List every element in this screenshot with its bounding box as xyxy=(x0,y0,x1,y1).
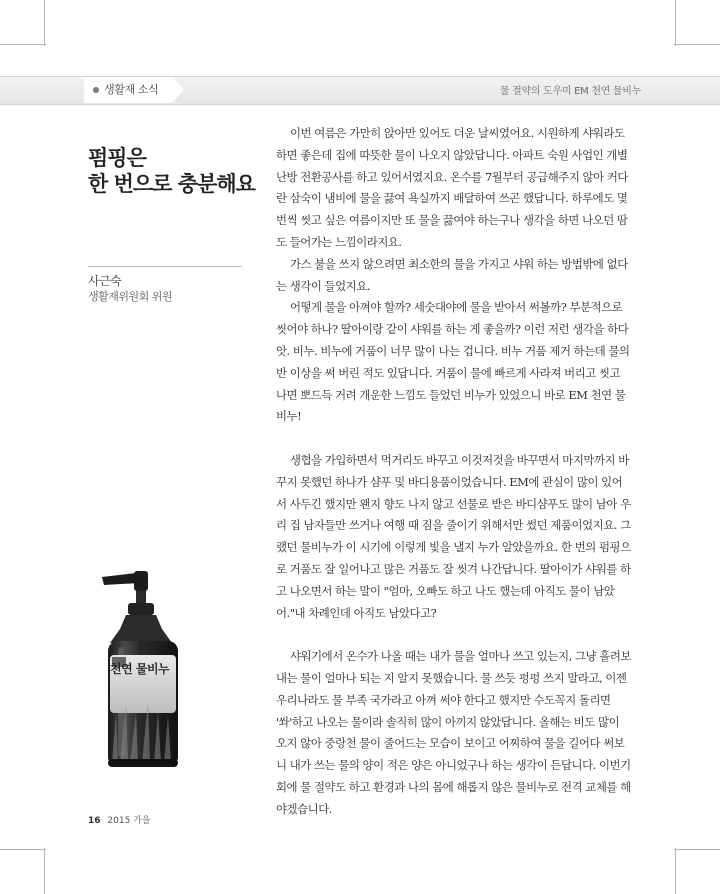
crop-mark xyxy=(675,848,676,894)
body-paragraph: 샤워기에서 온수가 나올 때는 내가 물을 얼마나 쓰고 있는지, 그냥 흘려보내는 물이 얼마나 되는 지 알지 못했습니다. 물 쓰듯 펑펑 쓰지 말라고, 이젠 우리나라도 물 부족 국가라고 아껴 써야 한다고 했지만 수도꼭지 돌리면 '쏴'하고 나오는 물이라 솔직히 많이 아끼지 않았답니다. 올해는 비도 많이 오지 않아 중랑천 물이 줄어드는 모습이 보이고 어찌하여 물을 길어다 써보니 내가 쓰는 물의 양이 적은 양은 아니었구나 하는 생각이 든답니다. 이번기회에 물 절약도 하고 환경과 나의 몸에 해롭지 않은 물비누로 전격 교체를 해야겠습니다. xyxy=(276,649,631,816)
issue-label: 2015 가을 xyxy=(107,816,151,826)
crop-mark xyxy=(674,44,720,45)
article-title: 펌핑은 한 번으로 충분해요 xyxy=(88,146,255,196)
body-paragraph: 이번 여름은 가만히 앉아만 있어도 더운 날씨였어요. 시원하게 샤워라도 하면 좋은데 집에 따뜻한 물이 나오지 않았답니다. 아파트 숙원 사업인 개별난방 전환공사를 하고 있어서였지요. 온수를 7월부터 공급해주지 않아 커다란 삼숙이 냄비에 물을 끓여 욕실까지 배달하여 쓰곤 했답니다. 하루에도 몇 번씩 씻고 싶은 여름이지만 또 물을 끓여야 하는구나 생각을 하면 나오던 땀도 들어가는 느낌이라지요. xyxy=(276,126,628,249)
article-body xyxy=(276,123,631,821)
product-bottle-image xyxy=(96,563,191,773)
crop-mark xyxy=(44,848,45,894)
crop-mark xyxy=(44,0,45,46)
running-title: 물 절약의 도우미 EM 천연 물비누 xyxy=(499,86,641,97)
page-footer xyxy=(88,813,151,826)
section-label: 생활재 소식 xyxy=(104,83,159,96)
page-number: 16 xyxy=(88,816,101,826)
body-paragraph: 어떻게 물을 아껴야 할까? 세숫대야에 물을 받아서 써볼까? 부분적으로 씻어야 하나? 딸아이랑 같이 샤워를 하는 게 좋을까? 이런 저런 생각을 하다 앗. 비누. 비누에 거품이 너무 많이 나는 겁니다. 비누 거품 제거 하는데 물의 반 이상을 써 버린 적도 있답니다. 거품이 물에 빠르게 사라져 버리고 씻고 나면 뽀드득 거려 개운한 느낌도 들었던 비누가 있었으니 바로 EM 천연 물비누! xyxy=(276,300,630,424)
product-label: 천연 물비누 xyxy=(110,662,170,676)
crop-mark xyxy=(675,0,676,46)
bullet-dot-icon xyxy=(93,87,99,93)
crop-mark xyxy=(0,44,46,45)
author-role: 생활재위원회 위원 xyxy=(88,290,173,303)
body-paragraph: 생협을 가입하면서 먹거리도 바꾸고 이것저것을 바꾸면서 마지막까지 바꾸지 못했던 하나가 샴푸 및 바디용품이었습니다. EM에 관심이 많이 있어서 사두긴 했지만 왠지 향도 나지 않고 선물로 받은 바디샴푸도 많이 남아 우리 집 남자들만 쓰거나 여행 때 짐을 줄이기 위해서만 썼던 제품이었지요. 그랬던 물비누가 이 시기에 이렇게 빛을 낼지 누가 알았을까요. 한 번의 펌핑으로 거품도 잘 일어나고 많은 거품도 잘 씻겨 나간답니다. 딸아이가 샤워를 하고 나오면서 하는 말이 "엄마, 오빠도 하고 나도 했는데 아직도 물이 남았어."내 차례인데 아직도 남았다고? xyxy=(276,452,631,620)
author-divider xyxy=(88,266,242,267)
body-paragraph: 가스 불을 쓰지 않으려면 최소한의 물을 가지고 샤워 하는 방법밖에 없다는 생각이 들었지요. xyxy=(276,256,628,293)
crop-mark xyxy=(0,849,46,850)
author-name: 사근숙 xyxy=(88,274,122,288)
crop-mark xyxy=(674,849,720,850)
